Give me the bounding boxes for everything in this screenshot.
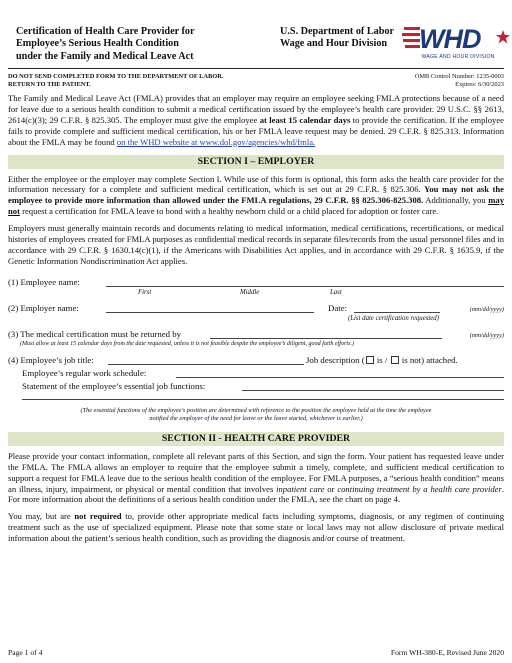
star-icon xyxy=(496,30,510,44)
employee-name-label: (1) Employee name: xyxy=(8,276,80,287)
section-1-paragraph-1 xyxy=(8,174,504,218)
employee-name-input[interactable] xyxy=(106,286,504,287)
employer-name-label: (2) Employer name: xyxy=(8,302,79,313)
work-schedule-input[interactable] xyxy=(176,377,504,378)
intro-text: The Family and Medical Leave Act (FMLA) provides that an employer may require an employee seeking FMLA protections because of a need for leave due to a serious health condition to submit a medical certification issued by the employee’s health care provider. 29 U.S.C. §§ 2613, 2614(c)(3); 29 C.F.R. § 825.305. The employer must give the employee xyxy=(8,93,504,125)
notice-line: RETURN TO THE PATIENT. xyxy=(8,80,91,88)
section-1-paragraph-2: Employers must generally maintain records and documents relating to medical information, medical certifications, recertifications, or medical histories of employees created for FMLA purposes as confidential medical records in separate files/records from the usual personnel files and in accordance with 29 C.F.R. § 1630.14(c)(1), if the Americans with Disabilities Act applies, and in accordance with 29 C.F.R. § 1635.9, if the Genetic Information Nondiscrimination Act applies. xyxy=(8,223,504,266)
job-description-attached xyxy=(306,354,458,367)
date-label: Date: xyxy=(328,302,348,313)
page-number: Page 1 of 4 xyxy=(8,648,43,657)
middle-name-caption: Middle xyxy=(240,288,260,296)
last-name-caption: Last xyxy=(330,288,342,296)
return-by-caption: (Must allow at least 15 calendar days from the date requested, unless it is not feasible despite the employee’s diligent, good faith efforts.) xyxy=(20,340,355,347)
essential-functions-input-line-2[interactable] xyxy=(22,399,504,400)
form-number: Form WH-380-E, Revised June 2020 xyxy=(390,648,504,657)
logo-wordmark: WHD xyxy=(419,24,481,54)
essential-functions-note xyxy=(8,407,504,423)
date-caption: (List date certification requested) xyxy=(348,314,439,322)
job-title-field xyxy=(8,354,504,367)
job-description-label: Job description ( xyxy=(306,354,365,365)
intro-text: to provide the certification. If the employee fails to provide complete and sufficient medical certification, his or her FMLA leave request may be denied. 29 C.F.R. § 825.313. Information about the FMLA may be found xyxy=(8,114,504,147)
omb-number: OMB Control Number: 1235-0003 xyxy=(414,73,504,80)
section-1-emphasis: may not xyxy=(8,195,504,217)
form-title-line: Certification of Health Care Provider for xyxy=(16,26,195,37)
return-by-field xyxy=(8,328,504,348)
logo-subtitle: WAGE AND HOUR DIVISION xyxy=(421,54,495,60)
job-title-label: (4) Employee’s job title: xyxy=(8,354,94,365)
agency-line: Wage and Hour Division xyxy=(280,38,388,50)
employer-name-field xyxy=(8,302,504,322)
note-line: notified the employer of the need for leave or the leave started, whichever is earlier.) xyxy=(149,414,363,422)
work-schedule-field xyxy=(8,367,504,380)
section-2-emphasis: continuing treatment by a health care provider xyxy=(337,483,502,494)
section-2-paragraph-2 xyxy=(8,511,504,544)
form-title-line: under the Family and Medical Leave Act xyxy=(16,50,194,62)
section-1-heading: SECTION I – EMPLOYER xyxy=(8,155,504,169)
return-by-label: (3) The medical certification must be returned by xyxy=(8,328,182,339)
date-requested-input[interactable] xyxy=(354,312,440,313)
section-2-emphasis: inpatient care xyxy=(276,483,325,494)
intro-emphasis: at least 15 calendar days xyxy=(259,114,351,125)
form-title xyxy=(16,26,231,63)
agency-line: U.S. Department of Labor xyxy=(280,26,395,37)
employee-name-field xyxy=(8,276,504,296)
job-title-input[interactable] xyxy=(108,364,304,365)
notice-line: DO NOT SEND COMPLETED FORM TO THE DEPARTMENT OF LABOR. xyxy=(8,73,224,80)
form-title-line: Employee’s Serious Health Condition xyxy=(16,38,179,50)
section-1-emphasis: You may not ask the employee to provide more information than allowed under the FMLA regulations, 29 C.F.R. §§ 825.306-825.308. xyxy=(8,184,504,206)
whd-logo xyxy=(402,22,512,68)
section-1-text: Either the employee or the employer may complete Section I. While use of this form is optional, this form asks the health care provider for the information necessary for a complete and sufficient medical certification, which is set out at 29 C.F.R. § 825.306. xyxy=(8,173,504,195)
intro-paragraph xyxy=(8,93,504,148)
section-2-text: to, provide other appropriate medical facts including symptoms, diagnosis, or any regimen of continuing treatment such as the use of specialized equipment. Please note that some state or local laws may not allow disclosure of private medical information about the patient’s serious health condition, such as providing the diagnosis and/or course of treatment. xyxy=(8,511,504,544)
attached-checkbox[interactable] xyxy=(366,356,374,364)
date-format-hint: (mm/dd/yyyy) xyxy=(469,305,504,313)
section-2-text: . For more information about the definitions of a serious health condition under the FMLA, see the chart on page 4. xyxy=(8,483,504,505)
section-2-text: or xyxy=(324,483,338,494)
section-2-paragraph-1 xyxy=(8,451,504,506)
essential-functions-label: Statement of the employee’s essential job functions: xyxy=(22,380,206,391)
essential-functions-field xyxy=(8,380,504,393)
section-2-emphasis: not required xyxy=(74,511,122,522)
agency-name xyxy=(280,26,420,51)
do-not-send-notice xyxy=(8,73,223,88)
first-name-caption: First xyxy=(138,288,152,296)
section-2-text: You may, but are xyxy=(8,511,75,522)
omb-info xyxy=(415,73,504,88)
employer-name-input[interactable] xyxy=(106,312,314,313)
note-line: (The essential functions of the employee's position are determined with reference to the position the employee held at the time the employee xyxy=(80,406,432,414)
section-2-text: Please provide your contact information, complete all relevant parts of this Section, and sign the form. Your patient has requested leave under the FMLA. The FMLA allows an employer to require that the employee submit a timely, complete, and sufficient medical certification to support a request for FMLA leave due to the serious health condition of the employee. For FMLA purposes, a “serious health condition” means an illness, injury, impairment, or physical or mental condition that involves xyxy=(8,450,504,494)
expiration-date: Expires: 6/30/2023 xyxy=(455,80,504,88)
not-attached-option-label: is not) attached. xyxy=(399,354,458,365)
essential-functions-input[interactable] xyxy=(242,390,504,391)
return-by-format-hint: (mm/dd/yyyy) xyxy=(469,331,504,339)
not-attached-checkbox[interactable] xyxy=(391,356,399,364)
attached-option-label: is / xyxy=(374,354,390,365)
section-2-heading: SECTION II - HEALTH CARE PROVIDER xyxy=(8,432,504,446)
work-schedule-label: Employee’s regular work schedule: xyxy=(22,367,147,378)
essential-functions-continued xyxy=(8,393,504,403)
section-1-text: request a certification for FMLA leave to bond with a healthy newborn child or a child placed for adoption or foster care. xyxy=(19,206,439,217)
whd-website-link[interactable]: on the WHD website at www.dol.gov/agencies/whd/fmla. xyxy=(116,136,316,147)
section-1-text: Additionally, you xyxy=(423,195,489,206)
return-by-date-input[interactable] xyxy=(210,338,442,339)
return-notice xyxy=(8,69,504,93)
form-header xyxy=(8,0,504,68)
